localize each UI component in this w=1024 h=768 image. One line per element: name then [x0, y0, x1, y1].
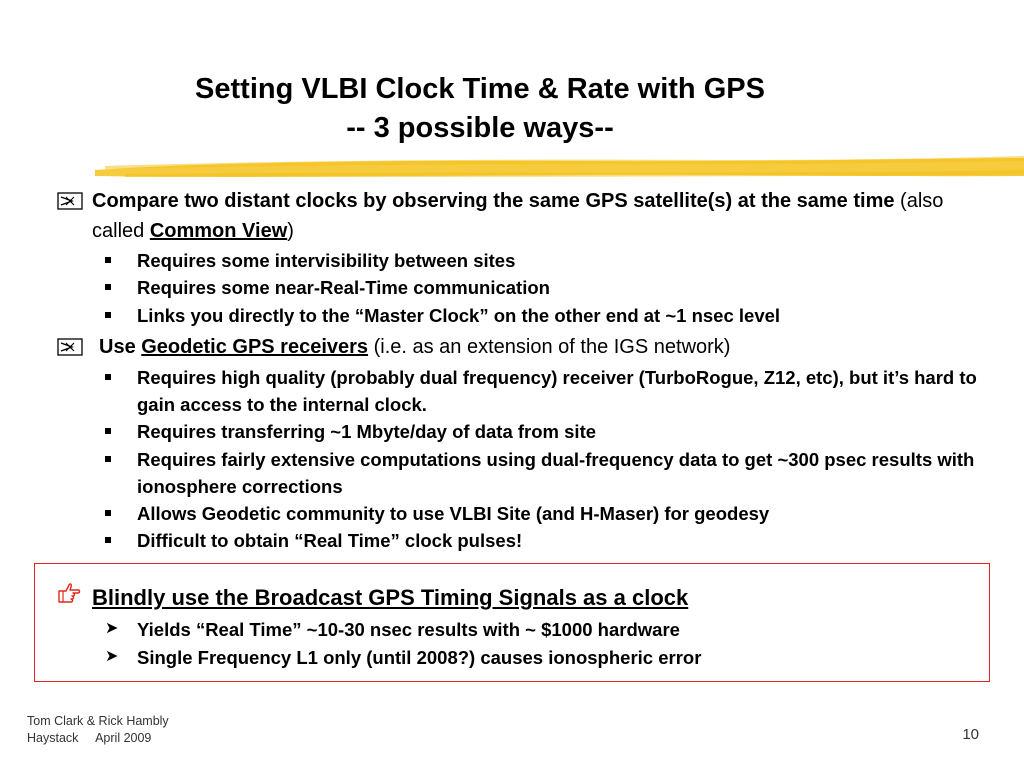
sub-bullet-text: Requires some near-Real-Time communication [137, 277, 550, 298]
sub-bullet [105, 247, 977, 274]
slide-title [0, 70, 960, 148]
bullet-bold-text: Compare two distant clocks by observing the same GPS satellite(s) at the same time [92, 190, 895, 212]
bullet-tail-text: ) [287, 220, 294, 242]
square-bullet-icon [105, 257, 111, 263]
sub-bullet-text: Difficult to obtain “Real Time” clock pulses! [137, 530, 523, 551]
sub-bullet-text: Yields “Real Time” ~10-30 nsec results with ~ $1000 hardware [137, 619, 680, 640]
bullet-plain-text: (i.e. as an extension of the IGS network) [368, 336, 731, 358]
bullet-plain-text: (also called [92, 190, 944, 242]
bullet-common-view [57, 186, 977, 246]
sub-bullet [105, 418, 977, 445]
bullet-text [92, 583, 977, 614]
title-line-2: -- 3 possible ways-- [346, 112, 614, 144]
sub-bullet [105, 500, 977, 527]
bullet-underlined-text: Blindly use the Broadcast GPS Timing Signals as a clock [92, 585, 689, 610]
footer-date: April 2009 [95, 731, 152, 745]
sub-bullet-text: Requires transferring ~1 Mbyte/day of data from site [137, 421, 597, 442]
sub-bullet-text: Single Frequency L1 only (until 2008?) causes ionospheric error [137, 647, 702, 668]
bullet-underlined-text: Common View [149, 220, 288, 242]
square-bullet-icon [105, 374, 111, 380]
pointing-hand-box-icon [57, 192, 83, 210]
page-number: 10 [962, 726, 979, 743]
bullet-broadcast-signals [57, 583, 977, 614]
arrow-bullet-icon: ➤ [105, 648, 119, 665]
bullet-text [92, 186, 977, 246]
square-bullet-icon [105, 312, 111, 318]
sub-bullet-text: Allows Geodetic community to use VLBI Site (and H-Maser) for geodesy [137, 503, 770, 524]
sub-bullet-text: Requires fairly extensive computations using dual-frequency data to get ~300 psec results with ionosphere corrections [137, 449, 975, 497]
sub-bullet [105, 644, 977, 671]
bullet-text [99, 332, 977, 362]
arrow-bullet-icon: ➤ [105, 620, 119, 637]
square-bullet-icon [105, 456, 111, 462]
square-bullet-icon [105, 510, 111, 516]
square-bullet-icon [105, 428, 111, 434]
sub-bullet-text: Links you directly to the “Master Clock” on the other end at ~1 nsec level [137, 305, 781, 326]
footer-place-date [27, 730, 169, 747]
pointing-hand-box-icon [57, 338, 83, 356]
square-bullet-icon [105, 537, 111, 543]
sub-bullet [105, 527, 977, 554]
sub-bullet [105, 446, 977, 500]
sub-bullet [105, 616, 977, 643]
yellow-brush-underline [95, 150, 1024, 184]
footer-place: Haystack [27, 731, 79, 745]
footer [27, 713, 169, 747]
sub-bullet-text: Requires some intervisibility between sites [137, 250, 516, 271]
footer-author: Tom Clark & Rick Hambly [27, 714, 169, 728]
bullet-bold-text: Use [99, 336, 142, 358]
sub-bullet-text: Requires high quality (probably dual frequency) receiver (TurboRogue, Z12, etc), but it’s hard to gain access to the internal clock. [137, 367, 977, 415]
title-line-1: Setting VLBI Clock Time & Rate with GPS [195, 73, 765, 105]
sub-bullet [105, 274, 977, 301]
sub-bullet [105, 302, 977, 329]
square-bullet-icon [105, 284, 111, 290]
bullet-underlined-text: Geodetic GPS receivers [141, 336, 369, 358]
bullet-geodetic-receivers [57, 332, 977, 362]
sub-bullet [105, 364, 977, 418]
